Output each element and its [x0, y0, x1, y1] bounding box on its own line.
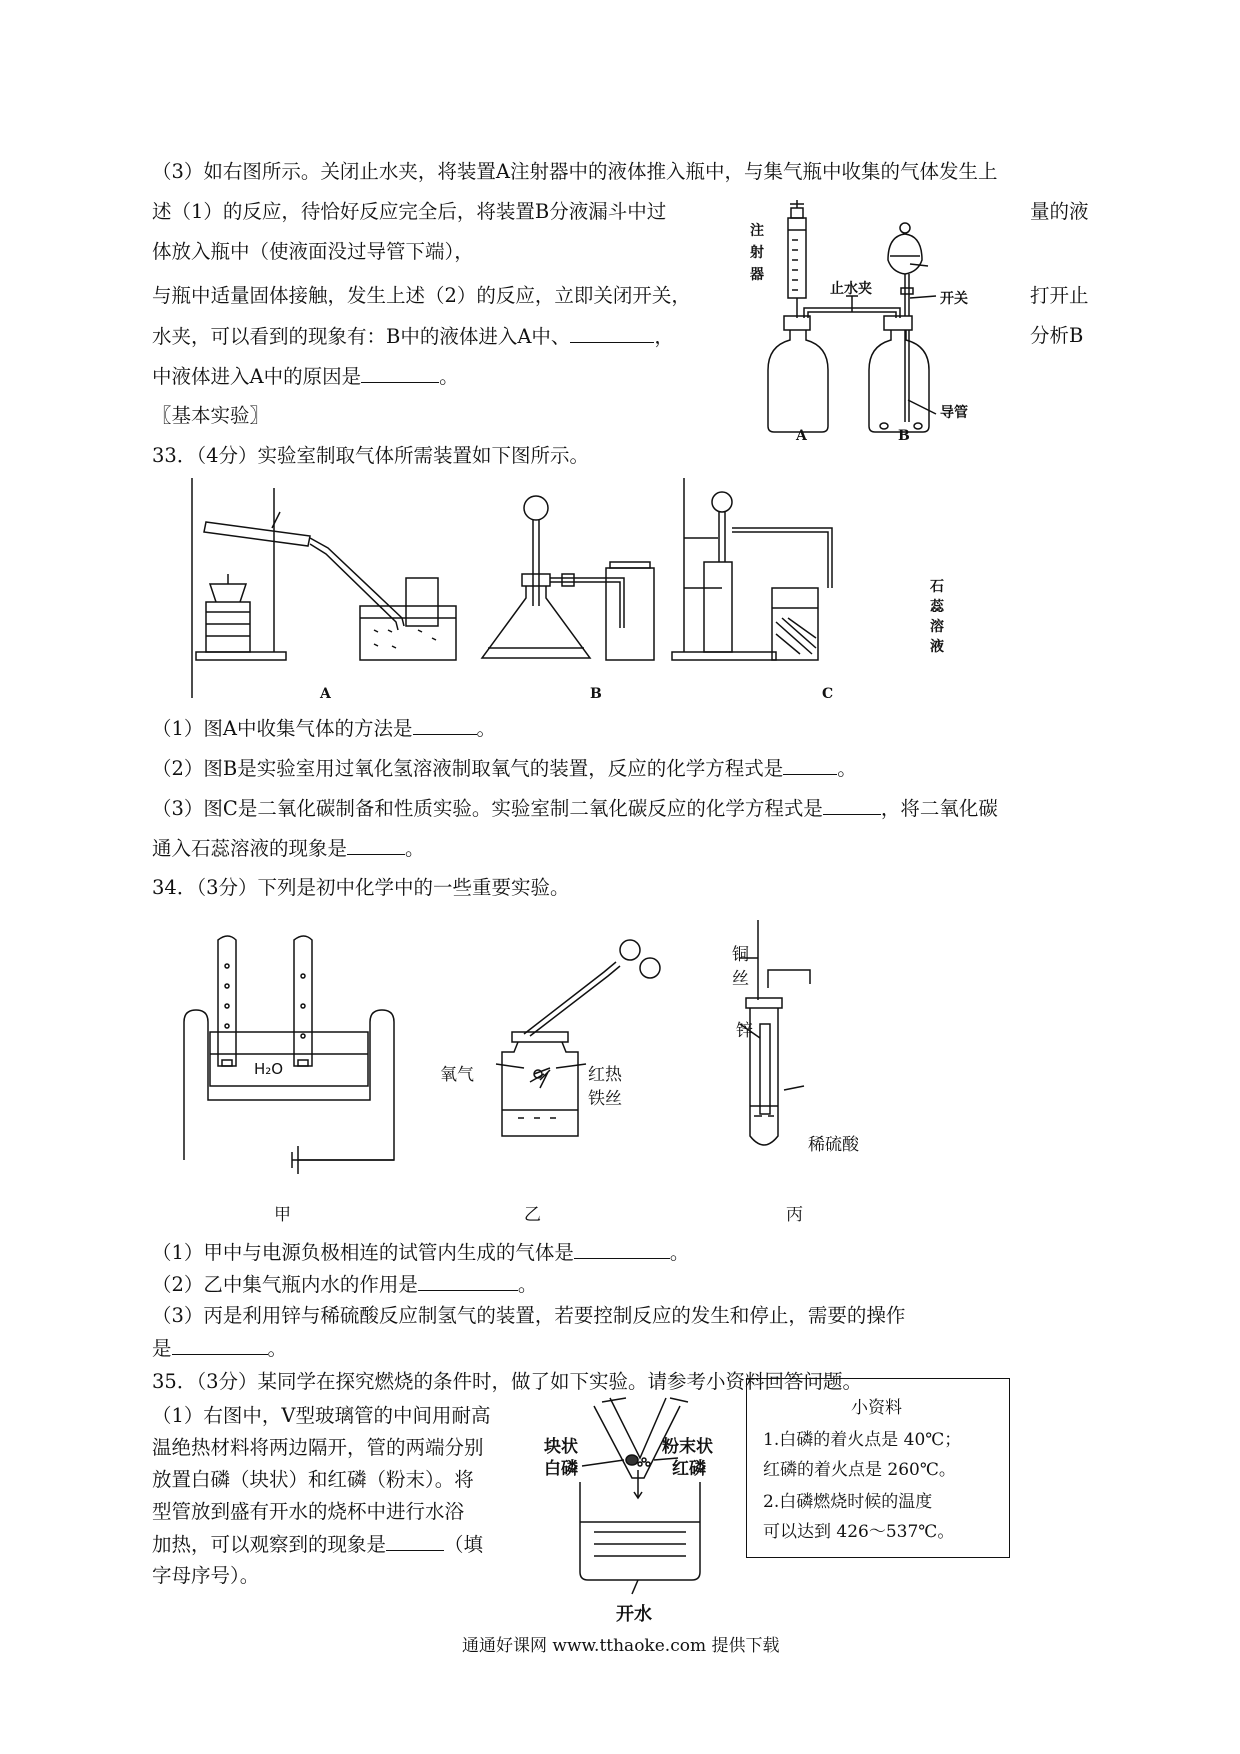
q32-line6 [152, 364, 459, 389]
page-footer: 通通好课网 www.tthaoke.com 提供下载 [462, 1636, 780, 1656]
q35-line2: 温绝热材料将两边隔开，管的两端分别 [152, 1436, 484, 1459]
q32-syringe-label-1: 注 [750, 223, 764, 239]
answer-blank[interactable] [413, 716, 477, 735]
q34-q3: （3）丙是利用锌与稀硫酸反应制氢气的装置，若要控制反应的发生和停止，需要的操作 [152, 1304, 906, 1327]
q33-q2 [152, 756, 857, 781]
q33-q3-cont [152, 836, 425, 861]
q33-label-b: B [590, 686, 602, 702]
info-box [746, 1378, 1010, 1558]
q33-q3-punct: 。 [405, 837, 425, 860]
q34-q2 [152, 1272, 537, 1297]
q35-line5-text: 加热，可以观察到的现象是 [152, 1533, 387, 1556]
q35-line5 [152, 1532, 483, 1557]
answer-blank[interactable] [361, 364, 439, 383]
answer-blank[interactable] [418, 1272, 518, 1291]
q34-hot-iron-label-1: 红热 [588, 1065, 622, 1085]
q33-label-a: A [320, 686, 331, 702]
q32-apparatus-drawing [760, 200, 1020, 450]
q35-line4: 型管放到盛有开水的烧杯中进行水浴 [152, 1500, 465, 1523]
q35-line5-text2: （填 [444, 1533, 484, 1556]
answer-blank[interactable] [570, 324, 654, 343]
q34-q1-text: （1）甲中与电源负极相连的试管内生成的气体是 [152, 1241, 574, 1264]
q35-water-label: 开水 [616, 1604, 652, 1625]
answer-blank[interactable] [574, 1240, 670, 1259]
q32-line2-right: 量的液 [1030, 200, 1089, 223]
q33-apparatus-drawing [192, 478, 932, 698]
q32-line2: 述（1）的反应，待恰好反应完全后，将装置B分液漏斗中过 [152, 200, 667, 223]
q35-red-p-label-1: 粉末状 [662, 1437, 713, 1457]
q34-copper-label-2: 丝 [732, 969, 749, 989]
q34-copper-label-1: 铜 [732, 945, 749, 965]
q32-clamp-label: 止水夹 [830, 281, 872, 297]
q34-yi-label: 乙 [524, 1205, 541, 1225]
info-box-line-2: 红磷的着火点是 260℃。 [763, 1460, 956, 1480]
q32-switch-label: 开关 [940, 291, 968, 307]
q32-line6-punct: 。 [439, 365, 459, 388]
q35-line3: 放置白磷（块状）和红磷（粉末）。将 [152, 1468, 474, 1491]
q33-label-c: C [822, 686, 834, 702]
q35-red-p-label-2: 红磷 [672, 1459, 706, 1479]
q35-line6: 字母序号）。 [152, 1564, 260, 1587]
q33-q1-punct: 。 [476, 717, 497, 740]
q32-bottle-a-label: A [796, 428, 807, 444]
q33-q3-text: （3）图C是二氧化碳制备和性质实验。实验室制二氧化碳反应的化学方程式是 [152, 797, 823, 820]
q34-q1 [152, 1240, 689, 1265]
q33-litmus-label-1: 石 [930, 579, 944, 595]
q34-q1-punct: 。 [669, 1241, 690, 1264]
q32-syringe-label-3: 器 [750, 267, 764, 283]
q35-white-p-label-2: 白磷 [544, 1459, 578, 1479]
q34-q3-punct: 。 [267, 1337, 288, 1360]
answer-blank[interactable] [347, 836, 405, 855]
q32-line4: 与瓶中适量固体接触，发生上述（2）的反应，立即关闭开关， [152, 284, 691, 307]
q35-white-p-label-1: 块状 [544, 1437, 578, 1457]
q34-zinc-label: 锌 [736, 1021, 753, 1041]
q34-apparatus-drawing [184, 940, 904, 1170]
q34-bing-label: 丙 [786, 1205, 803, 1225]
q32-line5 [152, 324, 674, 349]
q34-hot-iron-label-2: 铁丝 [588, 1089, 622, 1109]
q33-q1-text: （1）图A中收集气体的方法是 [152, 717, 413, 740]
info-box-line-3: 2.白磷燃烧时候的温度 [763, 1492, 933, 1512]
q34-jia-label: 甲 [274, 1205, 291, 1225]
q34-q2-punct: 。 [517, 1273, 538, 1296]
q34-q2-text: （2）乙中集气瓶内水的作用是 [152, 1273, 418, 1296]
q32-line5-right: 分析B [1030, 324, 1084, 347]
q33-litmus-label-3: 溶 [930, 619, 944, 635]
q34-acid-label: 稀硫酸 [808, 1135, 859, 1155]
q32-line3: 体放入瓶中（使液面没过导管下端）， [152, 240, 474, 263]
q33-q3 [152, 796, 998, 821]
q33-litmus-label-2: 蕊 [930, 599, 944, 615]
info-box-line-4: 可以达到 426～537℃。 [763, 1522, 955, 1542]
q35-title: 35．（3分）某同学在探究燃烧的条件时，做了如下实验。请参考小资料回答问题。 [152, 1370, 862, 1393]
q34-q3-cont [152, 1336, 287, 1361]
q34-water-label: H₂O [254, 1060, 284, 1078]
q34-oxygen-label: 氧气 [440, 1065, 474, 1085]
q33-q3-text2: ，将二氧化碳 [880, 797, 998, 820]
answer-blank[interactable] [386, 1532, 444, 1551]
answer-blank[interactable] [783, 756, 837, 775]
q33-q2-text: （2）图B是实验室用过氧化氢溶液制取氧气的装置，反应的化学方程式是 [152, 757, 784, 780]
info-box-line-1: 1.白磷的着火点是 40℃； [763, 1430, 962, 1450]
q32-tube-label: 导管 [940, 405, 968, 421]
q32-line5-punct: ， [654, 325, 674, 348]
q33-litmus-label-4: 液 [930, 639, 944, 655]
answer-blank[interactable] [823, 796, 881, 815]
q33-q1 [152, 716, 496, 741]
q35-line1: （1）右图中，V型玻璃管的中间用耐高 [152, 1404, 491, 1427]
q35-apparatus-drawing [560, 1398, 760, 1598]
q32-line6-text: 中液体进入A中的原因是 [152, 365, 362, 388]
q33-title: 33．（4分）实验室制取气体所需装置如下图所示。 [152, 444, 589, 467]
q32-syringe-label-2: 射 [750, 245, 764, 261]
q34-q3-text2: 是 [152, 1337, 172, 1360]
q32-line5-text: 水夹，可以看到的现象有：B中的液体进入A中、 [152, 325, 571, 348]
q33-q3-text3: 通入石蕊溶液的现象是 [152, 837, 348, 860]
q33-q2-punct: 。 [837, 757, 857, 780]
answer-blank[interactable] [172, 1336, 268, 1355]
q32-bottle-b-label: B [898, 428, 910, 444]
info-box-title: 小资料 [851, 1398, 902, 1418]
q32-line1: （3）如右图所示。关闭止水夹，将装置A注射器中的液体推入瓶中，与集气瓶中收集的气体发生上 [152, 160, 998, 183]
q32-line4-right: 打开止 [1030, 284, 1089, 307]
q34-title: 34．（3分）下列是初中化学中的一些重要实验。 [152, 876, 570, 899]
section-heading: 〖基本实验〗 [152, 404, 270, 427]
